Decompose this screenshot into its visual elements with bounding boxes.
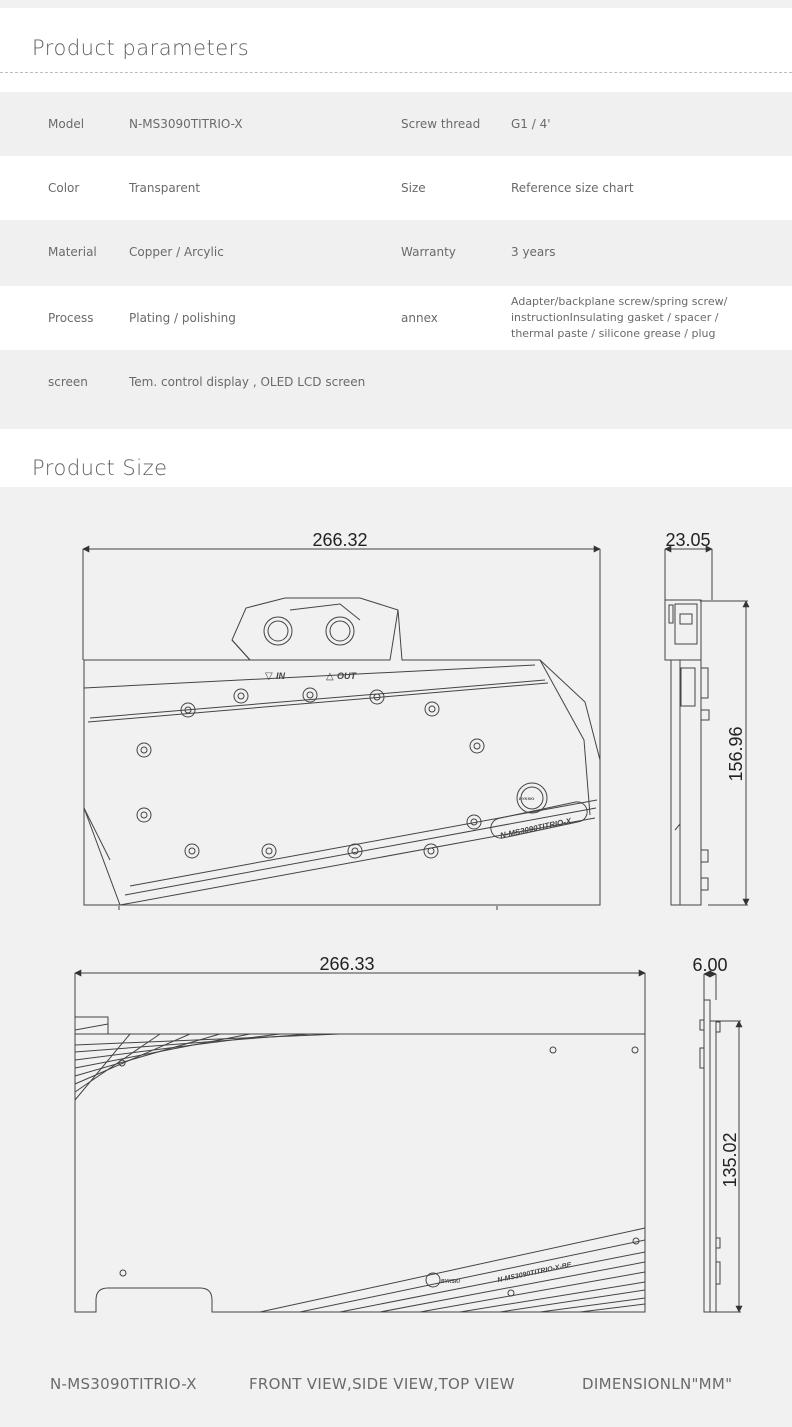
param-label: Process [48, 311, 94, 325]
back-screws [119, 1047, 639, 1296]
front-view [83, 549, 600, 910]
front-depth-label: 23.05 [665, 530, 711, 550]
param-label: annex [401, 311, 438, 325]
port-in-label: IN [276, 671, 285, 681]
size-heading: Product Size [32, 456, 168, 480]
param-value: Plating / polishing [129, 311, 236, 325]
param-value: Adapter/backplane screw/spring screw/ instructionInsulating gasket / spacer / thermal paste / silicone grease / plug [511, 295, 728, 340]
param-label: Warranty [401, 245, 456, 259]
front-width-label: 266.32 [312, 530, 368, 550]
model-plate-label: N-MS3090TITRIO-X [499, 816, 573, 841]
logo-label: BYKSKI [519, 796, 535, 801]
back-depth-label: 6.00 [692, 955, 728, 975]
back-view [75, 973, 645, 1312]
caption-views: FRONT VIEW,SIDE VIEW,TOP VIEW [249, 1375, 515, 1393]
back-height-label: 135.02 [720, 1132, 740, 1188]
param-label: screen [48, 375, 88, 389]
caption-model: N-MS3090TITRIO-X [50, 1375, 197, 1393]
port-out-arrow: △ [326, 671, 334, 682]
param-label: Size [401, 181, 426, 195]
param-value: N-MS3090TITRIO-X [129, 117, 243, 131]
param-label: Material [48, 245, 97, 259]
param-value: Reference size chart [511, 181, 634, 195]
param-value: 3 years [511, 245, 556, 259]
back-logo-icon [426, 1273, 440, 1287]
param-value: Transparent [129, 181, 201, 195]
param-label: Screw thread [401, 117, 481, 131]
param-value: G1 / 4' [511, 117, 551, 131]
param-value: Tem. control display , OLED LCD screen [129, 375, 366, 389]
param-value: Copper / Arcylic [129, 245, 224, 259]
param-label: Model [48, 117, 85, 131]
model-plate-back-label: N-MS3090TITRIO-X-BE [496, 1261, 573, 1285]
port-in-arrow: ▽ [265, 671, 273, 682]
param-label: Color [48, 181, 80, 195]
back-width-label: 266.33 [319, 954, 375, 974]
back-logo-label: BYKSKI [441, 1279, 460, 1285]
front-height-label: 156.96 [726, 726, 746, 782]
port-out-label: OUT [337, 671, 356, 681]
params-heading: Product parameters [32, 36, 250, 60]
caption-unit: DIMENSIONLN"MM" [582, 1375, 733, 1393]
